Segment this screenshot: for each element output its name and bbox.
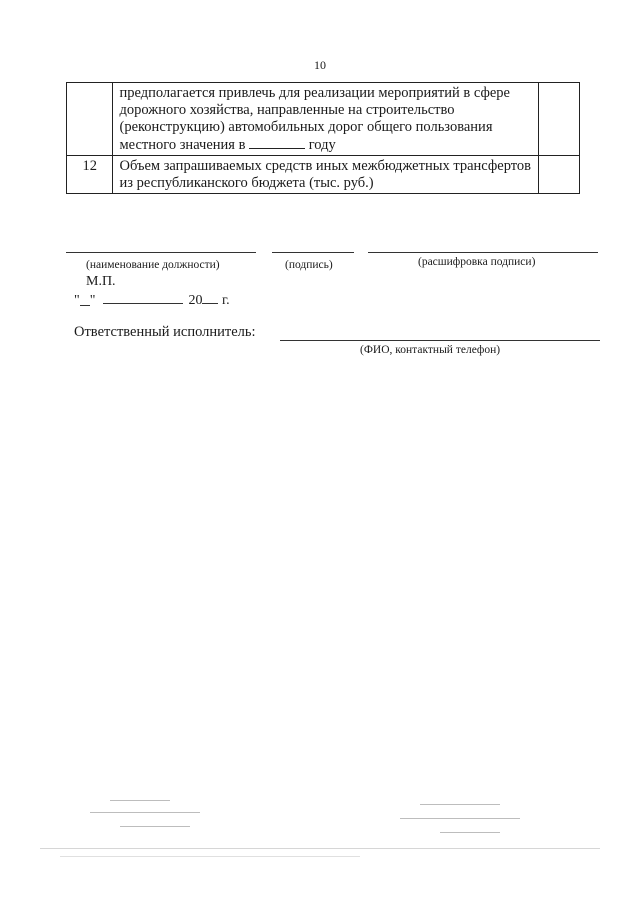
row-description xyxy=(113,83,539,156)
row-description-text: предполагается привлечь для реализации мероприятий в сфере дорожного хозяйства, направленные на строительство (реконструкцию) автомобильных дорог общего пользования местного значения в xyxy=(119,85,510,153)
row-number: 12 xyxy=(67,156,113,194)
decoding-line xyxy=(368,252,598,253)
year-blank xyxy=(249,136,305,149)
signature-line xyxy=(272,252,354,253)
date-year-blank xyxy=(202,291,218,304)
decoding-caption: (расшифровка подписи) xyxy=(418,256,536,268)
info-table xyxy=(66,82,580,194)
date-line xyxy=(74,291,230,309)
date-year-prefix: 20 xyxy=(188,293,203,308)
table-row xyxy=(67,156,580,194)
table-row xyxy=(67,83,580,156)
stamp-mark: М.П. xyxy=(86,274,116,289)
row-description-suffix: году xyxy=(308,137,336,153)
position-caption: (наименование должности) xyxy=(86,259,220,271)
date-year-suffix: г. xyxy=(221,293,230,308)
executor-line xyxy=(280,340,600,341)
row-description: Объем запрашиваемых средств иных межбюджетных трансфертов из республиканского бюджета (тыс. руб.) xyxy=(113,156,539,194)
row-value xyxy=(539,156,580,194)
date-day-blank xyxy=(80,293,90,306)
date-quote-close: " xyxy=(89,293,96,308)
position-line xyxy=(66,252,256,253)
page-number: 10 xyxy=(314,58,326,72)
row-number xyxy=(67,83,113,156)
executor-caption: (ФИО, контактный телефон) xyxy=(360,344,501,356)
executor-label: Ответственный исполнитель: xyxy=(74,324,256,340)
row-value xyxy=(539,83,580,156)
signature-caption: (подпись) xyxy=(285,259,333,271)
date-month-blank xyxy=(103,291,183,304)
date-quote-open: " xyxy=(74,293,80,308)
